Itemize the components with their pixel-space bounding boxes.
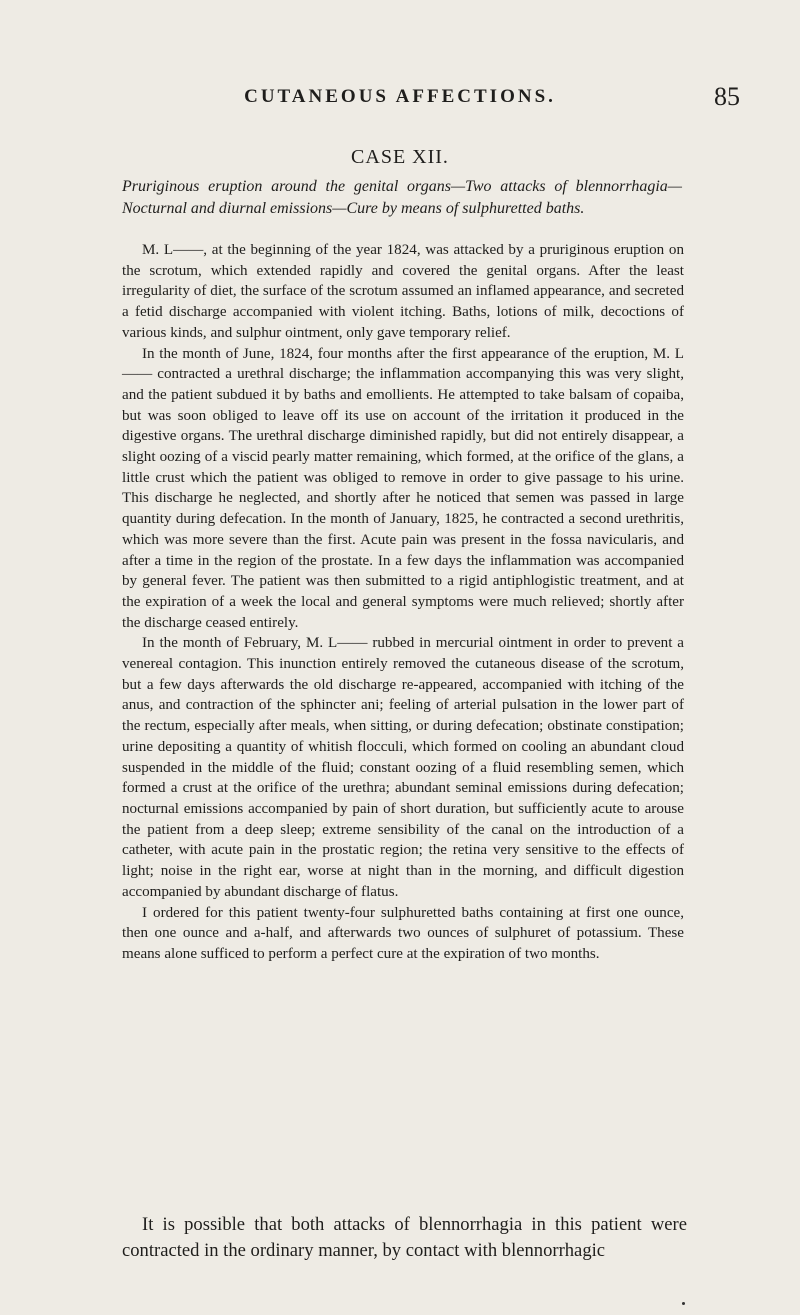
case-title: CASE XII.	[351, 146, 449, 168]
running-title: CUTANEOUS AFFECTIONS.	[244, 86, 556, 107]
case-subtitle: Pruriginous eruption around the genital organs—Two attacks of blennorrhagia—Nocturnal and diurnal emissions—Cure by means of sulphuretted baths.	[122, 178, 682, 217]
paragraph-3: In the month of February, M. L—— rubbed in mercurial ointment in order to prevent a venereal contagion. This inunction entirely removed the cutaneous disease of the scrotum, but a few days afterwards the old discharge re-appeared, accompanied with itching of the anus, and contraction of the sphincter ani; feeling of arterial pulsation in the lower part of the rectum, especially after meals, when sitting, or during defecation; obstinate constipation; urine depositing a quantity of whitish flocculi, which formed on cooling an abundant cloud suspended in the middle of the fluid; constant oozing of a fluid resembling semen, which formed a crust at the orifice of the urethra; abundant seminal emissions during defecation; nocturnal emissions accompanied by pain of short duration, but sufficiently acute to arouse the patient from a deep sleep; extreme sensibility of the canal on the introduction of a catheter, with acute pain in the prostatic region; the retina very sensitive to the effects of light; noise in the right ear, worse at night than in the morning, and difficult digestion accompanied by abundant discharge of flatus.	[122, 635, 684, 900]
paragraph-2: In the month of June, 1824, four months after the first appearance of the eruption, M. L—— contracted a urethral discharge; the inflammation accompanying this was very slight, and the patient subdued it by baths and emollients. He attempted to take balsam of copaiba, but was soon obliged to leave off its use on account of the irritation it produced in the digestive organs. The urethral discharge diminished rapidly, but did not entirely disappear, a slight oozing of a viscid pearly matter remaining, which formed, at the orifice of the glans, a little crust which the patient was obliged to remove in order to give passage to his urine. This discharge he neglected, and shortly after he noticed that semen was passed in large quantity during defecation. In the month of January, 1825, he contracted a second urethritis, which was more severe than the first. Acute pain was present in the fossa navicularis, and after a time in the region of the prostate. In a few days the inflammation was accompanied by general fever. The patient was then submitted to a rigid antiphlogistic treatment, and at the expiration of a week the local and general symptoms were much relieved; shortly after the discharge ceased entirely.	[122, 345, 684, 631]
paragraph-4: I ordered for this patient twenty-four sulphuretted baths containing at first one ounce, then one ounce and a-half, and afterwards two ounces of sulphuret of potassium. These means alone sufficed to perform a perfect cure at the expiration of two months.	[122, 904, 684, 962]
page-number: 85	[714, 82, 740, 111]
paragraph-1: M. L——, at the beginning of the year 1824, was attacked by a pruriginous eruption on the scrotum, which extended rapidly and covered the genital organs. After the least irregularity of diet, the surface of the scrotum assumed an inflamed appearance, and secreted a fetid discharge accompanied with violent itching. Baths, lotions of milk, decoctions of various kinds, and sulphur ointment, only gave temporary relief.	[122, 242, 684, 341]
ink-dot	[682, 1302, 685, 1305]
closing-text	[122, 1212, 687, 1264]
body-text	[122, 240, 684, 965]
closing-paragraph: It is possible that both attacks of blennorrhagia in this patient were contracted in the ordinary manner, by contact with blennorrhagic	[122, 1214, 687, 1261]
running-head	[60, 82, 740, 116]
